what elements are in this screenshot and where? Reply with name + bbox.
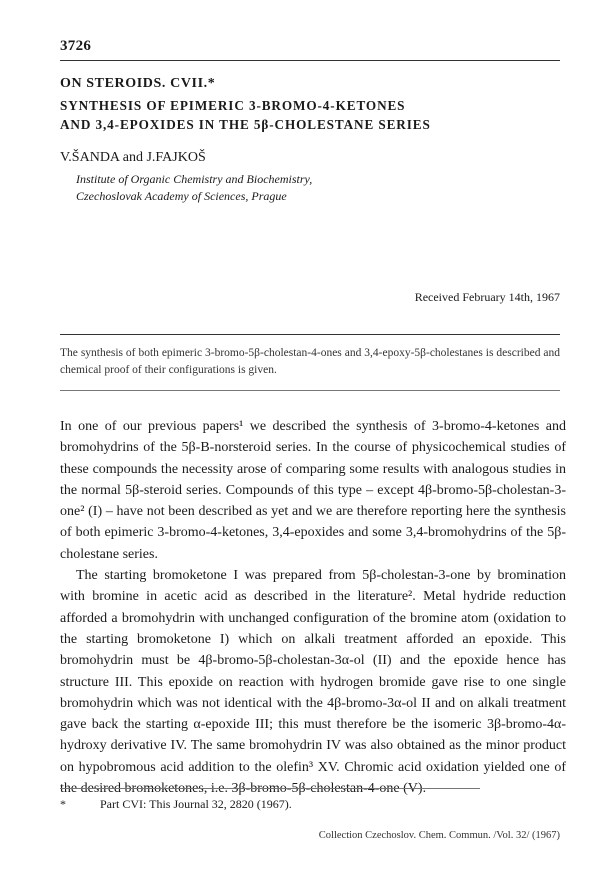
- authors: V.ŠANDA and J.FAJKOŠ: [60, 150, 206, 165]
- footnote-rule: [60, 788, 480, 789]
- journal-footer: Collection Czechoslov. Chem. Commun. /Vol. 32/ (1967): [318, 830, 560, 841]
- title-line: AND 3,4-EPOXIDES IN THE 5β-CHOLESTANE SERIES: [60, 117, 431, 132]
- footnote-text: Part CVI: This Journal 32, 2820 (1967).: [100, 797, 292, 811]
- affiliation: [76, 171, 312, 205]
- article-title: [60, 96, 560, 134]
- body-text: [60, 416, 566, 799]
- received-date: Received February 14th, 1967: [414, 290, 560, 304]
- paragraph: In one of our previous papers¹ we described the synthesis of 3-bromo-4-ketones and bromohydrins of the 5β-B-norsteroid series. In the course of physicochemical studies of these compounds the necessity arose of comparing some results with analogous studies in the normal 5β-steroid series. Compounds of this type – except 4β-bromo-5β-cholestan-3-one² (I) – have not been described as yet and we are therefore reporting here the synthesis of both epimeric 3-bromo-4-ketones, 3,4-epoxides and some 3,4-bromohydrins of the 5β-cholestane series.: [60, 419, 566, 562]
- title-line: SYNTHESIS OF EPIMERIC 3-BROMO-4-KETONES: [60, 98, 406, 113]
- paragraph: The starting bromoketone I was prepared from 5β-cholestan-3-one by bromination with bromine in acetic acid as described in the literature². Metal hydride reduction afforded a bromohydrin with unchanged configuration of the bromine atom (oxidation to the starting bromoketone I) which on alkali treatment afforded an epoxide. This bromohydrin must be 4β-bromo-5β-cholestan-3α-ol (II) and the epoxide hence has structure III. This epoxide on reaction with hydrogen bromide gave rise to one single bromohydrin which was not identical with the 4β-bromo-3α-ol II and on alkali treatment gave back the starting α-epoxide III; this must therefore be the isomeric 3β-bromo-4α-hydroxy derivative IV. The same bromohydrin IV was also obtained as the minor product on hypobromous acid addition to the olefin³ XV. Chromic acid oxidation yielded one of the desired bromoketones, i.e. 3β-bromo-5β-cholestan-4-one (V).: [60, 568, 566, 797]
- footnote-mark: *: [60, 797, 66, 811]
- abstract-top-rule: [60, 334, 560, 335]
- page-number: 3726: [60, 38, 92, 54]
- header-rule: [60, 60, 560, 61]
- affiliation-line: Institute of Organic Chemistry and Biochemistry,: [76, 172, 313, 186]
- abstract-bottom-rule: [60, 390, 560, 391]
- affiliation-line: Czechoslovak Academy of Sciences, Prague: [76, 189, 287, 203]
- abstract: The synthesis of both epimeric 3-bromo-5β-cholestan-4-ones and 3,4-epoxy-5β-cholestanes is described and chemical proof of their configurations is given.: [60, 347, 560, 376]
- footnote: [60, 797, 292, 812]
- series-title: ON STEROIDS. CVII.*: [60, 76, 216, 91]
